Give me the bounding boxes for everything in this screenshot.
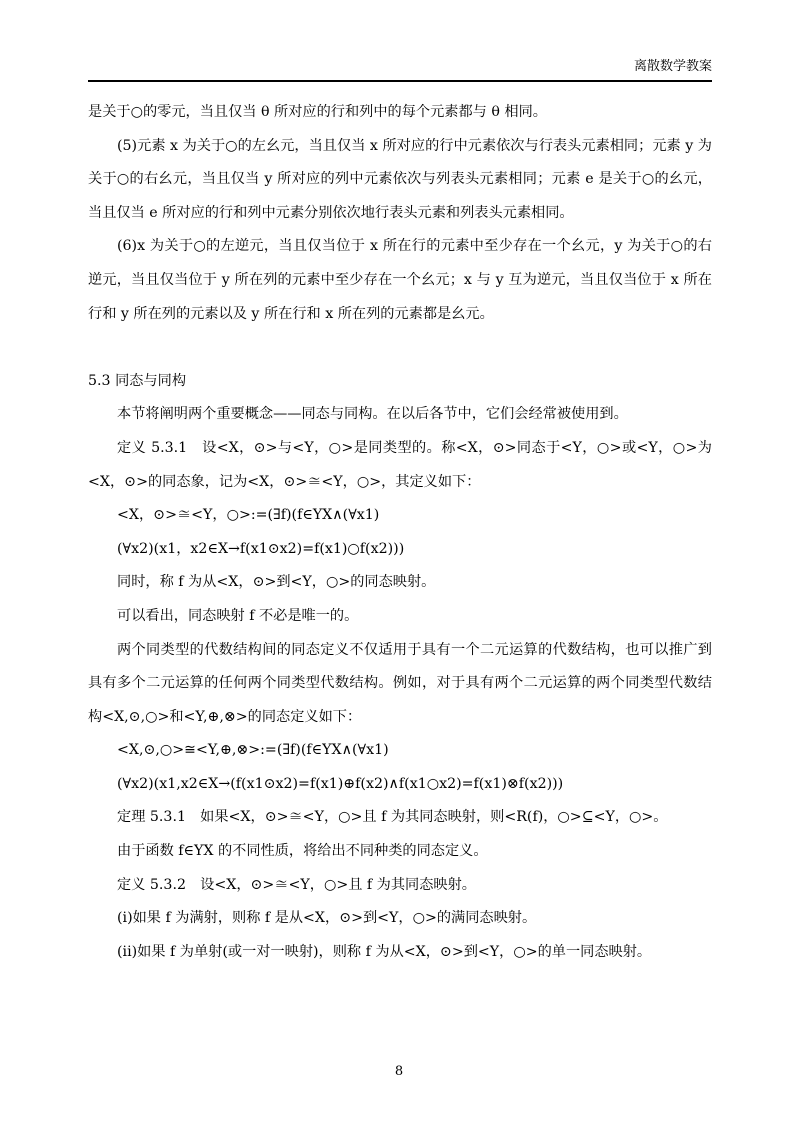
section-heading: 5.3 同态与同构 <box>88 372 187 389</box>
paragraph-generalization: 两个同类型的代数结构间的同态定义不仅适用于具有一个二元运算的代数结构，也可以推广到具有多个二元运算的任何两个同类型代数结构。例如，对于具有两个二元运算的两个同类型代数结构<X,⊙,○>和<Y,⊕,⊗>的同态定义如下： <box>88 641 712 725</box>
paragraph-not-unique: 可以看出，同态映射 f 不必是唯一的。 <box>117 607 359 624</box>
header-title: 离散数学教案 <box>633 59 712 74</box>
definition-5-3-2: 定义 5.3.2 设<X，⊙>≅<Y，○>且 f 为其同态映射。 <box>117 876 476 893</box>
definition-5-3-1: 定义 5.3.1 设<X，⊙>与<Y，○>是同类型的。称<X，⊙>同态于<Y，○>或<Y，○>为<X，⊙>的同态象，记为<X，⊙>≅<Y，○>，其定义如下： <box>88 439 712 490</box>
paragraph-homomorphism-mapping: 同时，称 f 为从<X，⊙>到<Y，○>的同态映射。 <box>117 574 436 591</box>
page-header <box>88 58 712 82</box>
page-body <box>88 96 712 969</box>
definition-item-ii: (ii)如果 f 为单射(或一对一映射)，则称 f 为从<X，⊙>到<Y，○>的单一同态映射。 <box>117 943 652 960</box>
formula-line-3: <X,⊙,○>≅<Y,⊕,⊗>:=(∃f)(f∈YX∧(∀x1) <box>117 742 389 759</box>
formula-line-2: (∀x2)(x1，x2∈X→f(x1⊙x2)=f(x1)○f(x2))) <box>117 540 405 557</box>
formula-line-4: (∀x2)(x1,x2∈X→(f(x1⊙x2)=f(x1)⊕f(x2)∧f(x1○x2)=f(x1)⊗f(x2))) <box>117 775 564 792</box>
paragraph-identity-element: (5)元素 x 为关于○的左幺元，当且仅当 x 所对应的行中元素依次与行表头元素相同；元素 y 为关于○的右幺元，当且仅当 y 所对应的列中元素依次与列表头元素相同；元素 e 是关于○的幺元，当且仅当 e 所对应的行和列中元素分别依次地行表头元素和列表头元素相同。 <box>88 137 712 221</box>
formula-line-1: <X，⊙>≅<Y，○>:=(∃f)(f∈YX∧(∀x1) <box>117 507 380 524</box>
definition-item-i: (i)如果 f 为满射，则称 f 是从<X，⊙>到<Y，○>的满同态映射。 <box>117 910 537 927</box>
paragraph-kinds: 由于函数 f∈YX 的不同性质，将给出不同种类的同态定义。 <box>117 843 488 860</box>
paragraph-zero-element: 是关于○的零元，当且仅当 θ 所对应的行和列中的每个元素都与 θ 相同。 <box>88 104 547 120</box>
paragraph-intro: 本节将阐明两个重要概念——同态与同构。在以后各节中，它们会经常被使用到。 <box>117 406 628 423</box>
paragraph-inverse-element: (6)x 为关于○的左逆元，当且仅当位于 x 所在行的元素中至少存在一个幺元，y 为关于○的右逆元，当且仅当位于 y 所在列的元素中至少存在一个幺元；x 与 y 互为逆元，当且仅当位于 x 所在行和 y 所在列的元素以及 y 所在行和 x 所在列的元素都是幺元。 <box>88 238 712 322</box>
page-number: 8 <box>394 1064 404 1079</box>
theorem-5-3-1: 定理 5.3.1 如果<X，⊙>≅<Y，○>且 f 为其同态映射，则<R(f)，○>⊆<Y，○>。 <box>117 809 668 826</box>
